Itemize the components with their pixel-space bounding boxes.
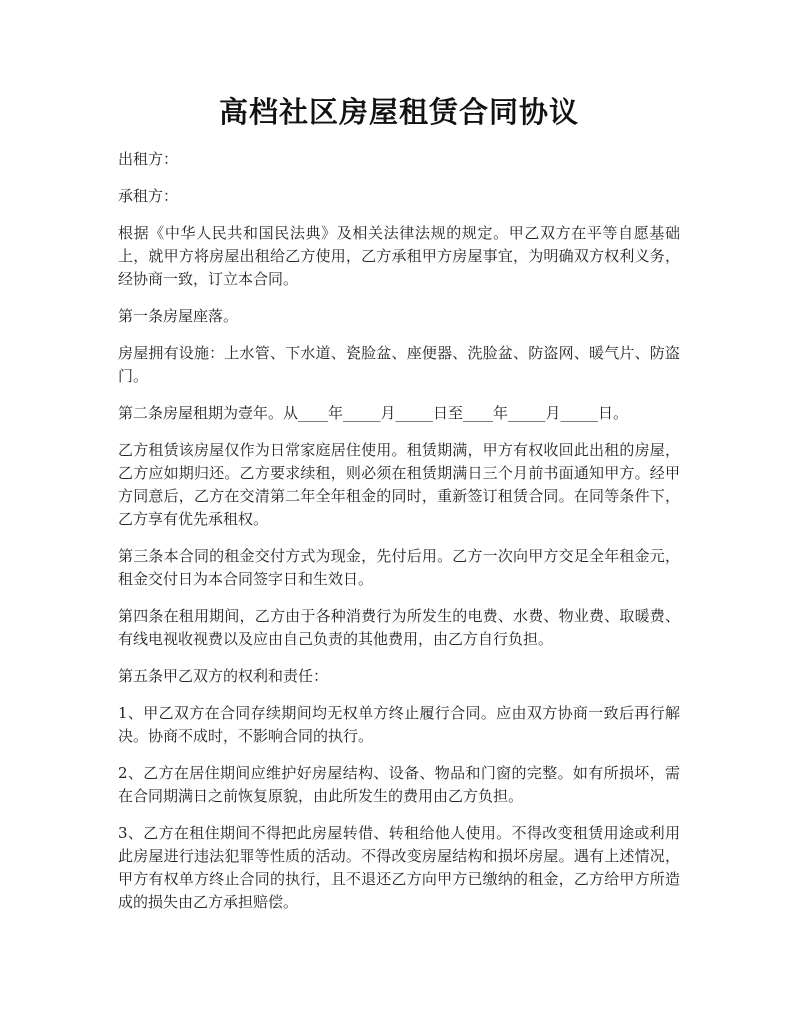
paragraph-article-1: 第一条房屋座落。 xyxy=(118,307,239,325)
document-body xyxy=(118,148,680,914)
paragraph-clause-2: 2、乙方在居住期间应维护好房屋结构、设备、物品和门窗的完整。如有所损坏，需在合同期满日之前恢复原貌，由此所发生的费用由乙方负担。 xyxy=(118,764,680,805)
paragraph-lessee: 承租方： xyxy=(118,187,179,205)
paragraph-article-4: 第四条在租用期间，乙方由于各种消费行为所发生的电费、水费、物业费、取暖费、有线电视收视费以及应由自己负责的其他费用，由乙方自行负担。 xyxy=(118,607,680,648)
paragraph-clause-3: 3、乙方在租住期间不得把此房屋转借、转租给他人使用。不得改变租赁用途或利用此房屋进行违法犯罪等性质的活动。不得改变房屋结构和损坏房屋。遇有上述情况，甲方有权单方终止合同的执行，且不退还乙方向甲方已缴纳的租金，乙方给甲方所造成的损失由乙方承担赔偿。 xyxy=(118,824,680,911)
paragraph-article-5: 第五条甲乙双方的权利和责任： xyxy=(118,667,329,685)
paragraph-lease-usage: 乙方租赁该房屋仅作为日常家庭居住使用。租赁期满，甲方有权收回此出租的房屋，乙方应如期归还。乙方要求续租，则必须在租赁期满日三个月前书面通知甲方。经甲方同意后，乙方在交清第二年全年租金的同时，重新签订租赁合同。在同等条件下，乙方享有优先承租权。 xyxy=(118,441,680,528)
paragraph-facilities: 房屋拥有设施：上水管、下水道、瓷脸盆、座便器、洗脸盆、防盗网、暖气片、防盗门。 xyxy=(118,344,680,385)
document-title: 高档社区房屋租赁合同协议 xyxy=(218,95,579,129)
paragraph-clause-1: 1、甲乙双方在合同存续期间均无权单方终止履行合同。应由双方协商一致后再行解决。协商不成时，不影响合同的执行。 xyxy=(118,704,680,745)
paragraph-article-2: 第二条房屋租期为壹年。从____年_____月_____日至____年_____月_____日。 xyxy=(118,404,629,422)
paragraph-preamble: 根据《中华人民共和国民法典》及相关法律法规的规定。甲乙双方在平等自愿基础上，就甲方将房屋出租给乙方使用，乙方承租甲方房屋事宜，为明确双方权利义务，经协商一致，订立本合同。 xyxy=(118,224,680,288)
paragraph-lessor: 出租方： xyxy=(118,150,179,168)
paragraph-article-3: 第三条本合同的租金交付方式为现金，先付后用。乙方一次向甲方交足全年租金元，租金交付日为本合同签字日和生效日。 xyxy=(118,547,680,588)
